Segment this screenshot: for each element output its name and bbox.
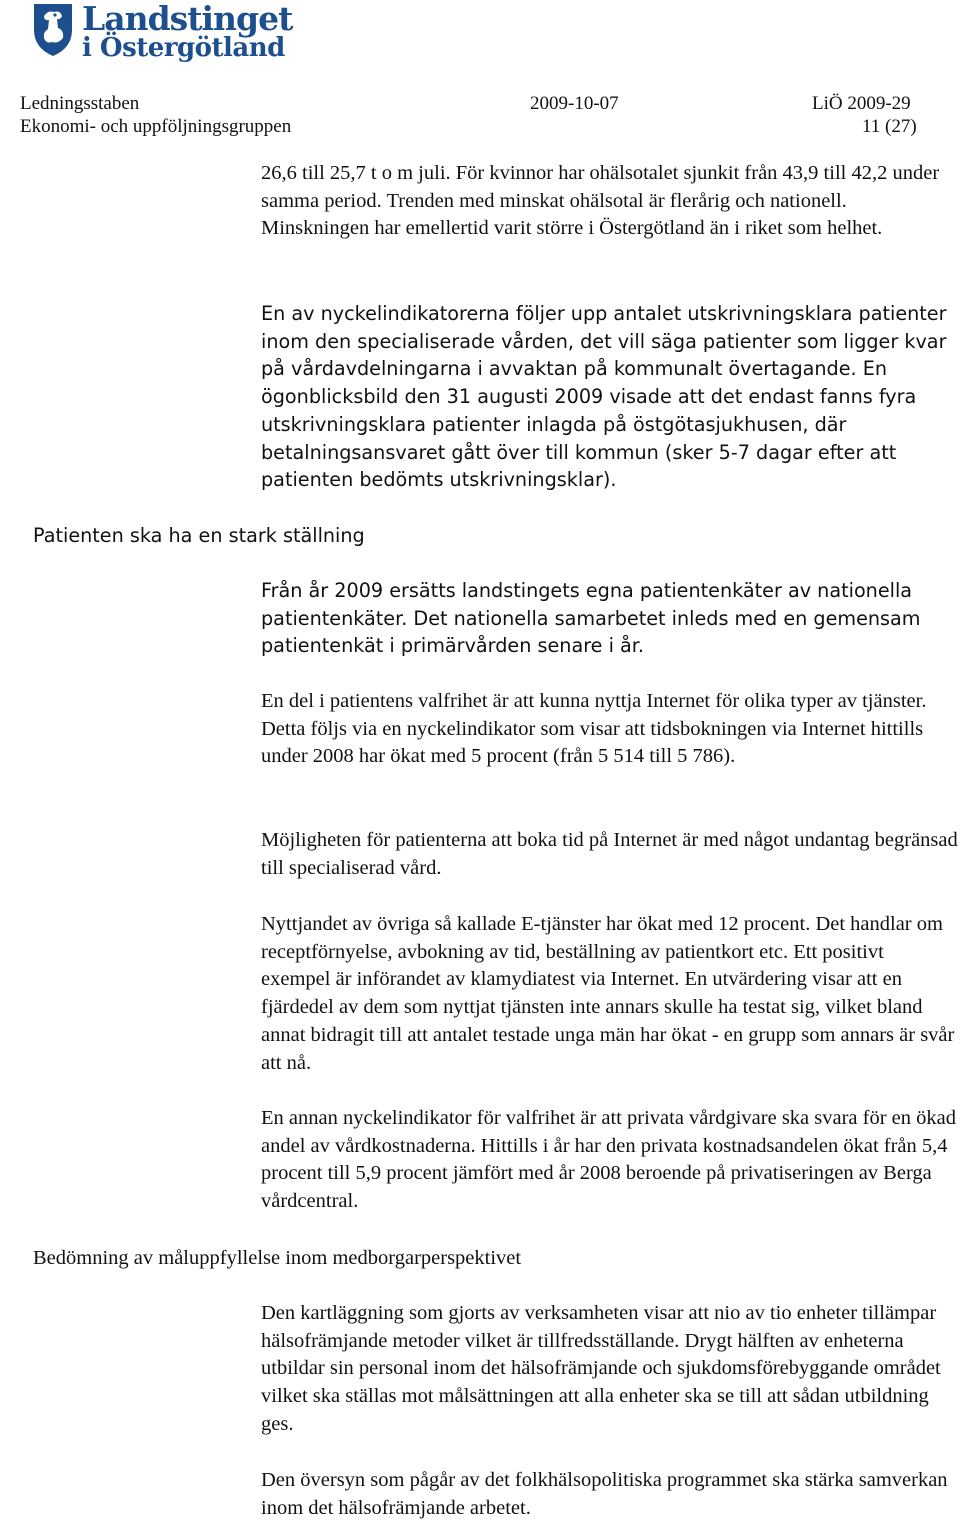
heading-assessment: Bedömning av måluppfyllelse inom medborgarperspektivet [33, 1247, 522, 1269]
logo-line2: i Östergötland [82, 33, 285, 63]
paragraph-9: Den översyn som pågår av det folkhälsopolitiska programmet ska stärka samverkan inom det hälsofrämjande arbetet. [261, 1469, 948, 1519]
logo-line1: Landstinget [82, 0, 293, 38]
paragraph-7: En annan nyckelindikator för valfrihet är att privata vårdgivare ska svara för en ökad andel av vårdkostnaderna. Hittills i år har den privata kostnadsandelen ökat från 5,4 procent till 5,9 procent jämfört med år 2008 beroende på privatiseringen av Berga vårdcentral. [261, 1107, 956, 1213]
paragraph-4: En del i patientens valfrihet är att kunna nyttja Internet för olika typer av tjänster. Detta följs via en nyckelindikator som visar att tidsbokningen via Internet hittills under 2008 har ökat med 5 procent (från 5 514 till 5 786). [261, 690, 927, 768]
paragraph-8: Den kartläggning som gjorts av verksamheten visar att nio av tio enheter tillämpar hälsofrämjande metoder vilket är tillfredsställande. Drygt hälften av enheterna utbildar sin personal inom det hälsofrämjande och sjukdomsförebyggande området vilket ska ställas mot målsättningen att alla enheter ska se till att sådan utbildning ges. [261, 1302, 941, 1435]
header-dept: Ledningsstaben [20, 93, 140, 114]
paragraph-3: Från år 2009 ersätts landstingets egna patientenkäter av nationella patientenkäter. Det nationella samarbetet inleds med en gemensam patientenkät i primärvården senare i år. [261, 579, 921, 658]
paragraph-6: Nyttjandet av övriga så kallade E-tjänster har ökat med 12 procent. Det handlar om receptförnyelse, avbokning av tid, beställning av patientkort etc. Ett positivt exempel är införandet av klamydiatest via Internet. En utvärdering visar att en fjärdedel av dem som nyttjat tjänsten inte annars skulle ha testat sig, vilket bland annat bidragit till att antalet testade unga män har ökat - en grupp som annars är svår att nå. [261, 913, 955, 1074]
header-ref: LiÖ 2009-29 [812, 93, 911, 114]
heading-patient: Patienten ska ha en stark ställning [33, 524, 365, 547]
paragraph-1: 26,6 till 25,7 t o m juli. För kvinnor har ohälsotalet sjunkit från 43,9 till 42,2 under samma period. Trenden med minskat ohälsotal är flerårig och nationell. Minskningen har emellertid varit större i Östergötland än i riket som helhet. [261, 162, 940, 240]
paragraph-2: En av nyckelindikatorerna följer upp antalet utskrivningsklara patienter inom den specialiserade vården, det vill säga patienter som ligger kvar på vårdavdelningarna i avvaktan på kommunalt övertagande. En ögonblicksbild den 31 augusti 2009 visade att det endast fanns fyra utskrivningsklara patienter inlagda på östgötasjukhusen, där betalningsansvaret gått över till kommun (sker 5-7 dagar efter att patienten bedömts utskrivningsklar). [261, 302, 947, 492]
header-date: 2009-10-07 [530, 93, 619, 114]
paragraph-5: Möjligheten för patienterna att boka tid på Internet är med något undantag begränsad till specialiserad vård. [261, 829, 958, 879]
header-group: Ekonomi- och uppföljningsgruppen [20, 116, 292, 137]
header-page-number: 11 (27) [862, 116, 917, 137]
logo [30, 0, 292, 68]
lion-crest-icon [30, 0, 76, 58]
